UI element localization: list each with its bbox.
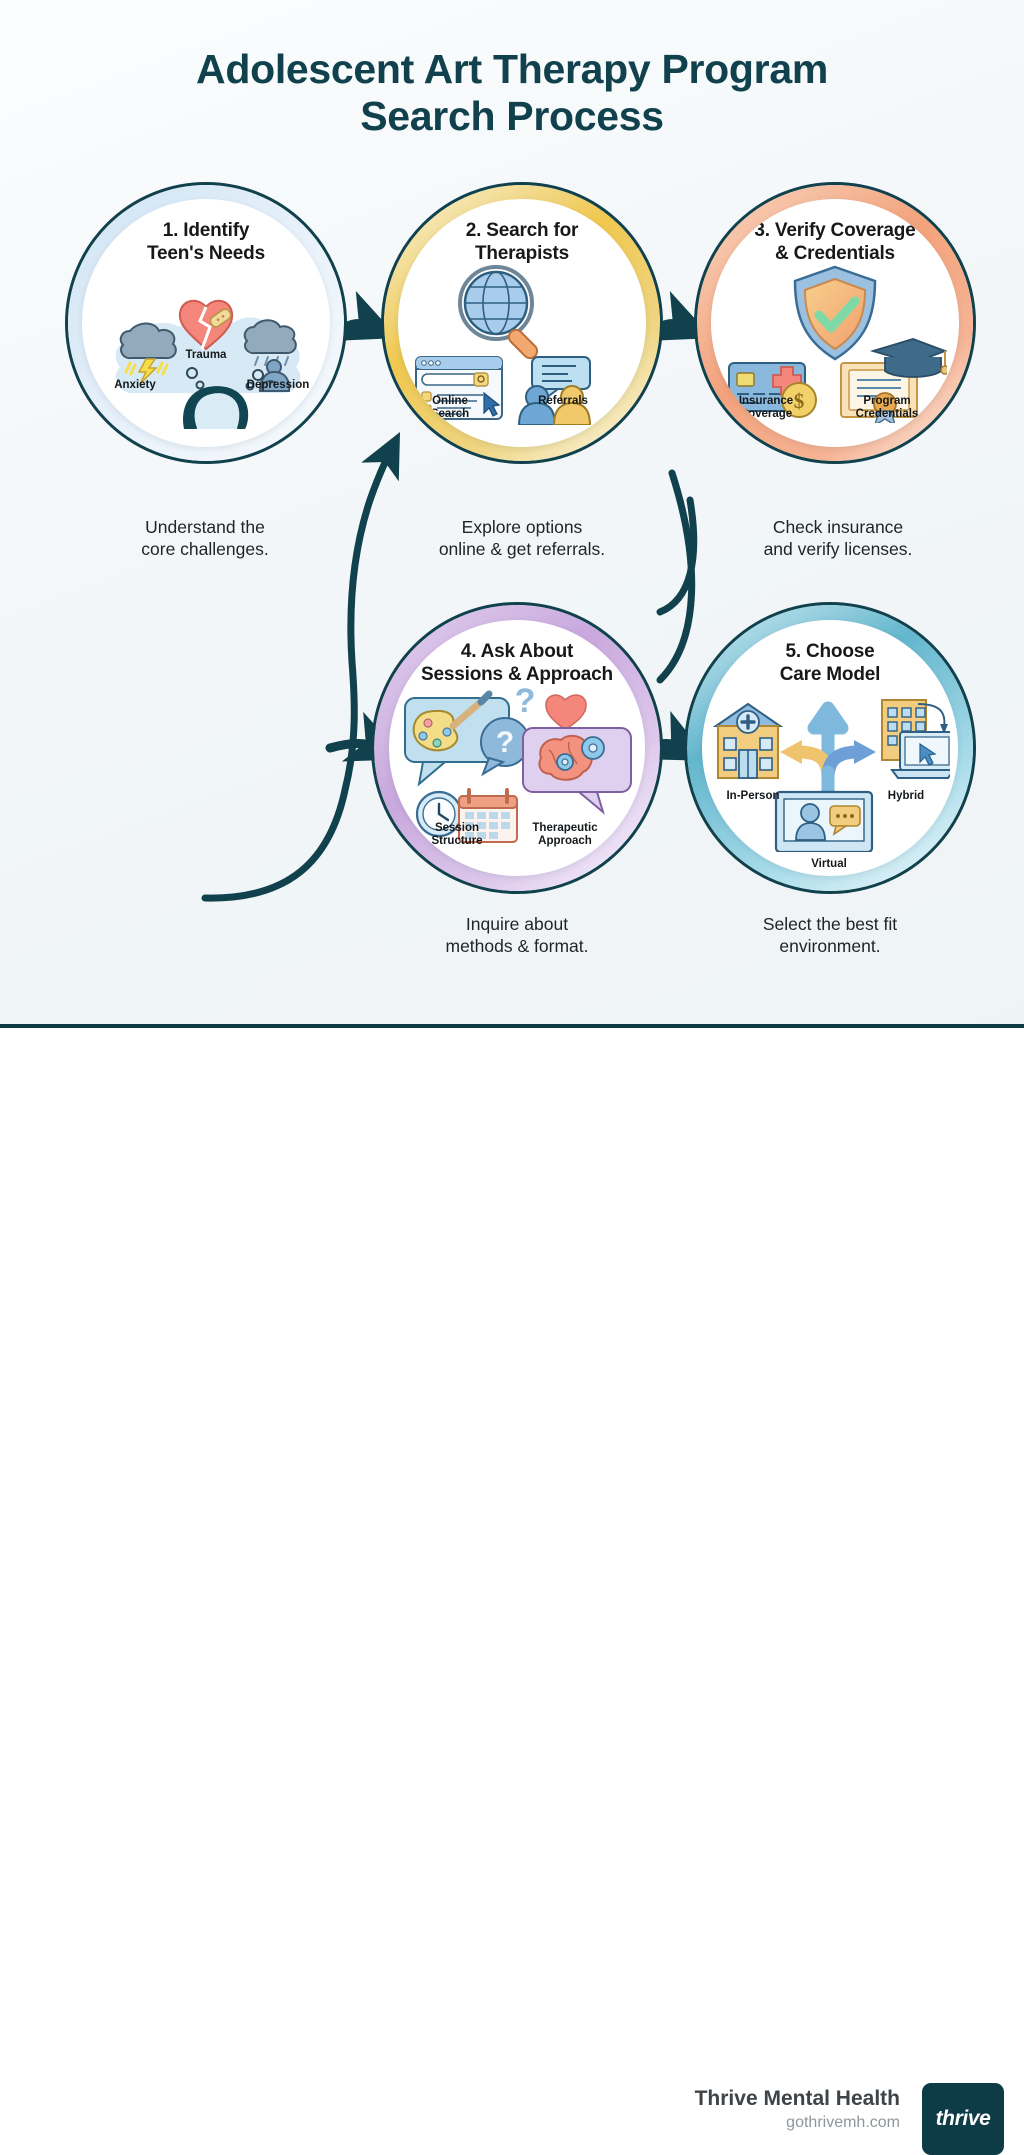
diagram-canvas bbox=[0, 0, 1024, 1025]
step-3-icon-label-1: Insurance Coverage bbox=[738, 395, 794, 420]
step-3-title: 3. Verify Coverage & Credentials bbox=[754, 219, 916, 264]
step-1-icon-label-2: Depression bbox=[246, 379, 310, 391]
globe-magnifier-icon bbox=[460, 267, 540, 361]
step-5-title: 5. Choose Care Model bbox=[779, 641, 881, 686]
step-node-1[interactable] bbox=[65, 182, 347, 464]
step-5-art bbox=[710, 682, 950, 852]
step-1-icon-label-1: Trauma bbox=[185, 349, 227, 361]
step-3-icon-label-2: Program Credentials bbox=[855, 395, 919, 420]
step-5-icon-label-1: Hybrid bbox=[887, 790, 925, 802]
step-1-caption: Understand the core challenges. bbox=[141, 517, 269, 559]
step-3-inner bbox=[711, 199, 959, 447]
step-2-inner bbox=[398, 199, 646, 447]
step-3-caption: Check insurance and verify licenses. bbox=[763, 517, 913, 559]
step-5-caption: Select the best fit environment. bbox=[762, 914, 898, 956]
step-1-icon-label-0: Anxiety bbox=[114, 379, 156, 391]
svg-text:?: ? bbox=[495, 726, 515, 759]
clinic-building-icon bbox=[716, 704, 780, 778]
step-node-2[interactable] bbox=[381, 182, 663, 464]
step-node-4[interactable] bbox=[371, 602, 663, 894]
question-mark-bubble-icon bbox=[481, 718, 529, 774]
step-node-5[interactable] bbox=[684, 602, 976, 894]
step-4-inner bbox=[389, 620, 645, 876]
step-2-icon-label-1: Online Search bbox=[430, 395, 470, 420]
step-5-icon-label-2: Virtual bbox=[811, 858, 847, 870]
page-title-line-2: Search Process bbox=[360, 93, 664, 139]
step-node-3[interactable] bbox=[694, 182, 976, 464]
brain-gears-bubble-icon bbox=[523, 728, 631, 812]
brand-text-block bbox=[695, 2086, 900, 2133]
brand-name: Thrive Mental Health bbox=[694, 2087, 900, 2110]
step-5-inner bbox=[702, 620, 958, 876]
shield-check-icon bbox=[795, 267, 875, 359]
page-title-line-1: Adolescent Art Therapy Program bbox=[196, 46, 828, 92]
step-2-title: 2. Search for Therapists bbox=[465, 219, 579, 264]
step-5-icon-label-0: In-Person bbox=[726, 790, 780, 802]
svg-text:$: $ bbox=[793, 389, 805, 413]
svg-text:?: ? bbox=[514, 686, 536, 720]
step-1-inner bbox=[82, 199, 330, 447]
step-2-caption: Explore options online & get referrals. bbox=[438, 517, 606, 559]
step-4-icon-label-3: Therapeutic Approach bbox=[532, 822, 598, 847]
thrive-logo-text: thrive bbox=[935, 2107, 991, 2130]
heart-icon bbox=[546, 695, 586, 730]
step-2-icon-label-2: Referrals bbox=[538, 395, 588, 407]
floating-question-icon bbox=[515, 686, 536, 720]
step-1-title: 1. Identify Teen's Needs bbox=[147, 219, 265, 264]
thrive-logo[interactable] bbox=[922, 2083, 1004, 2155]
building-laptop-icon bbox=[882, 700, 950, 778]
three-way-arrows-icon bbox=[780, 708, 876, 794]
footer bbox=[0, 1028, 1024, 2131]
two-people-speech-bubble-icon bbox=[519, 357, 590, 425]
brand-url[interactable]: gothrivemh.com bbox=[786, 2114, 900, 2131]
step-4-icon-label-4: Session Structure bbox=[431, 822, 483, 847]
step-4-caption: Inquire about methods & format. bbox=[445, 914, 589, 956]
step-4-title: 4. Ask About Sessions & Approach bbox=[421, 641, 613, 686]
